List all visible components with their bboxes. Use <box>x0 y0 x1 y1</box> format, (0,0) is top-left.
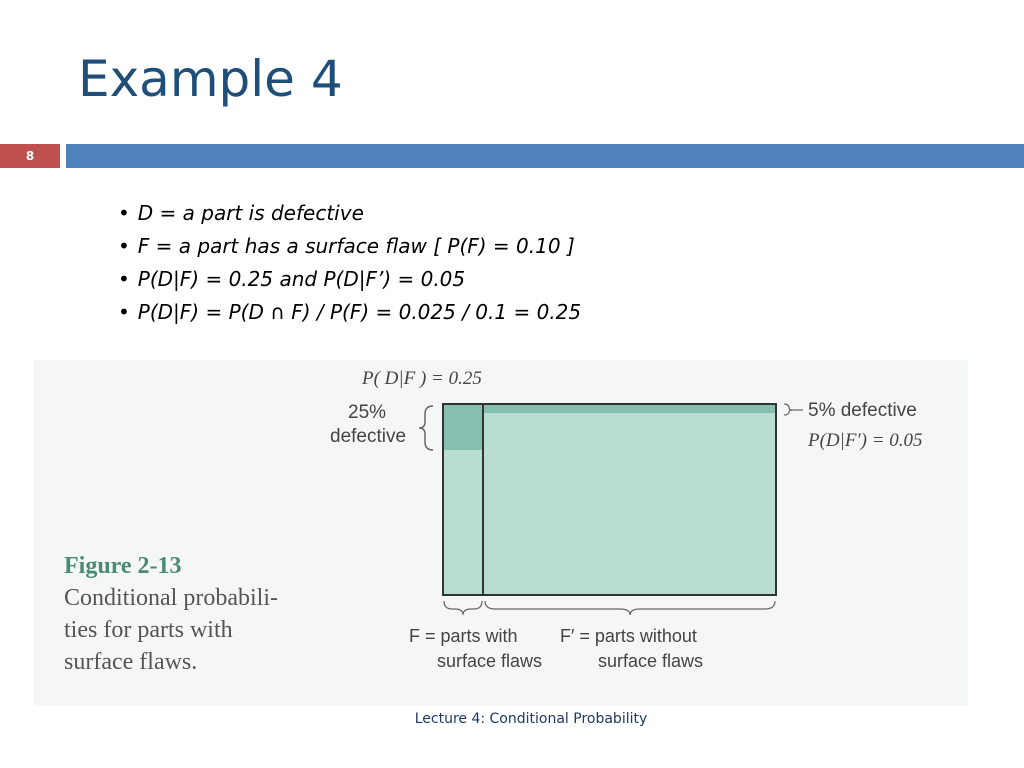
figure-caption-text: Conditional probabili- ties for parts with surface flaws. <box>64 585 278 675</box>
label-pdf-given-f: P( D|F ) = 0.25 <box>362 368 482 389</box>
bullet-text: F = a part has a surface flaw [ P(F) = 0.10 ] <box>137 234 575 258</box>
label-f-line2: surface flaws <box>437 651 543 671</box>
figure-caption <box>64 550 324 678</box>
brace-f-icon <box>444 601 482 615</box>
bullet-dot-icon: • <box>118 267 130 291</box>
figure-caption-title: Figure 2-13 <box>64 553 182 579</box>
bullet-text: P(D|F) = 0.25 and P(D|F’) = 0.05 <box>137 267 466 291</box>
label-25-percent: 25% <box>348 402 387 423</box>
label-fprime-line2: surface flaws <box>598 651 704 671</box>
label-5-defective: 5% defective <box>808 400 917 421</box>
bullet-text: P(D|F) = P(D ∩ F) / P(F) = 0.025 / 0.1 = 0.25 <box>137 300 582 324</box>
slide-number: 8 <box>0 144 60 168</box>
brace-25-icon <box>419 406 433 450</box>
bullet-text: D = a part is defective <box>137 201 364 225</box>
brace-fprime-icon <box>485 601 775 615</box>
label-fprime-line1: F′ = parts without <box>560 626 697 646</box>
defective-given-no-flaw-region <box>483 404 776 413</box>
bullet-dot-icon: • <box>118 201 130 225</box>
bullet-dot-icon: • <box>118 234 130 258</box>
slide-title: Example 4 <box>78 50 343 108</box>
bullet-dot-icon: • <box>118 300 130 324</box>
sample-space-rect <box>443 404 776 595</box>
label-pdf-given-fprime: P(D|F′) = 0.05 <box>808 430 923 451</box>
label-f-line1: F = parts with <box>409 626 518 646</box>
slide-footer: Lecture 4: Conditional Probability <box>414 711 648 727</box>
brace-5-icon <box>784 404 793 415</box>
defective-given-flaw-region <box>443 404 483 450</box>
label-25-defective: defective <box>330 426 407 447</box>
